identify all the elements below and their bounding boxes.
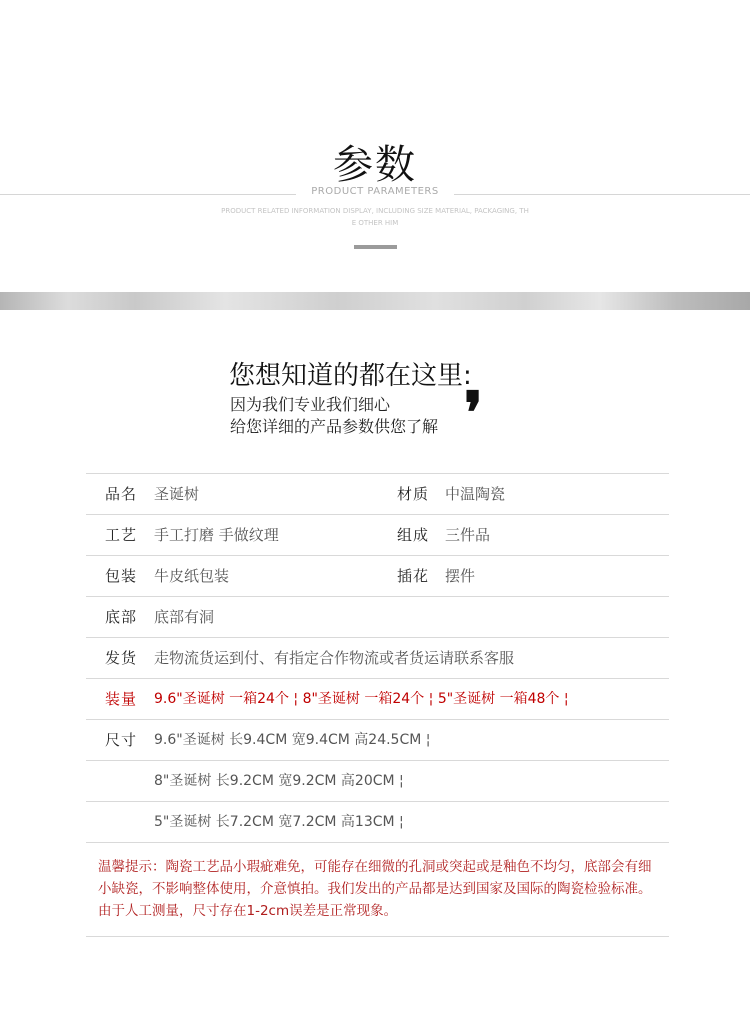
table-row	[86, 597, 669, 638]
page-subtitle-en: PRODUCT RELATED INFORMATION DISPLAY, INCLUDING SIZE MATERIAL, PACKAGING, THE OTHER HIM	[221, 207, 529, 227]
quote-mark-icon: ❜	[464, 379, 483, 447]
warm-tip: 温馨提示：陶瓷工艺品小瑕疵难免，可能存在细微的孔洞或突起或是釉色不均匀，底部会有细小缺瓷，不影响整体使用，介意慎拍。我们发出的产品都是达到国家及国际的陶瓷检验标准。由于人工测量，尺寸存在1-2cm误差是正常现象。	[86, 843, 669, 937]
size-label: 尺寸	[105, 731, 138, 749]
size-value-2: 8"圣诞树 长9.2CM 宽9.2CM 高20CM ¦	[154, 773, 404, 789]
table-row	[86, 556, 669, 597]
table-row	[86, 515, 669, 556]
flower-label: 插花	[397, 567, 430, 585]
page-title: 参数	[333, 142, 417, 188]
box-label: 装量	[105, 690, 138, 708]
title-underline	[354, 245, 397, 249]
table-row	[86, 474, 669, 515]
table-row	[86, 802, 669, 843]
packing-value: 牛皮纸包装	[154, 567, 230, 585]
table-row	[86, 679, 669, 720]
material-label: 材质	[397, 485, 430, 503]
shipping-value: 走物流货运到付、有指定合作物流或者货运请联系客服	[154, 649, 515, 667]
composition-label: 组成	[397, 526, 430, 544]
bottom-label: 底部	[105, 608, 138, 626]
material-value: 中温陶瓷	[445, 485, 506, 503]
table-row	[86, 761, 669, 802]
box-value: 9.6"圣诞树 一箱24个 ¦ 8"圣诞树 一箱24个 ¦ 5"圣诞树 一箱48个 ¦	[154, 691, 569, 707]
intro-line-1: 因为我们专业我们细心	[230, 395, 391, 414]
bottom-value: 底部有洞	[154, 608, 215, 626]
intro-line-2: 给您详细的产品参数供您了解	[230, 417, 439, 436]
packing-label: 包装	[105, 567, 138, 585]
size-value-3: 5"圣诞树 长7.2CM 宽7.2CM 高13CM ¦	[154, 814, 404, 830]
intro-heading: 您想知道的都在这里:	[229, 361, 472, 391]
spec-table	[86, 473, 669, 937]
page-title-en: PRODUCT PARAMETERS	[311, 186, 439, 197]
size-value-1: 9.6"圣诞树 长9.4CM 宽9.4CM 高24.5CM ¦	[154, 732, 431, 748]
name-value: 圣诞树	[154, 485, 200, 503]
header-section	[0, 0, 750, 292]
craft-label: 工艺	[105, 526, 138, 544]
shipping-label: 发货	[105, 649, 138, 667]
name-label: 品名	[105, 485, 138, 503]
craft-value: 手工打磨 手做纹理	[154, 526, 279, 544]
composition-value: 三件品	[445, 526, 491, 544]
table-row	[86, 720, 669, 761]
decorative-band	[0, 292, 750, 310]
flower-value: 摆件	[445, 567, 476, 585]
table-row	[86, 638, 669, 679]
